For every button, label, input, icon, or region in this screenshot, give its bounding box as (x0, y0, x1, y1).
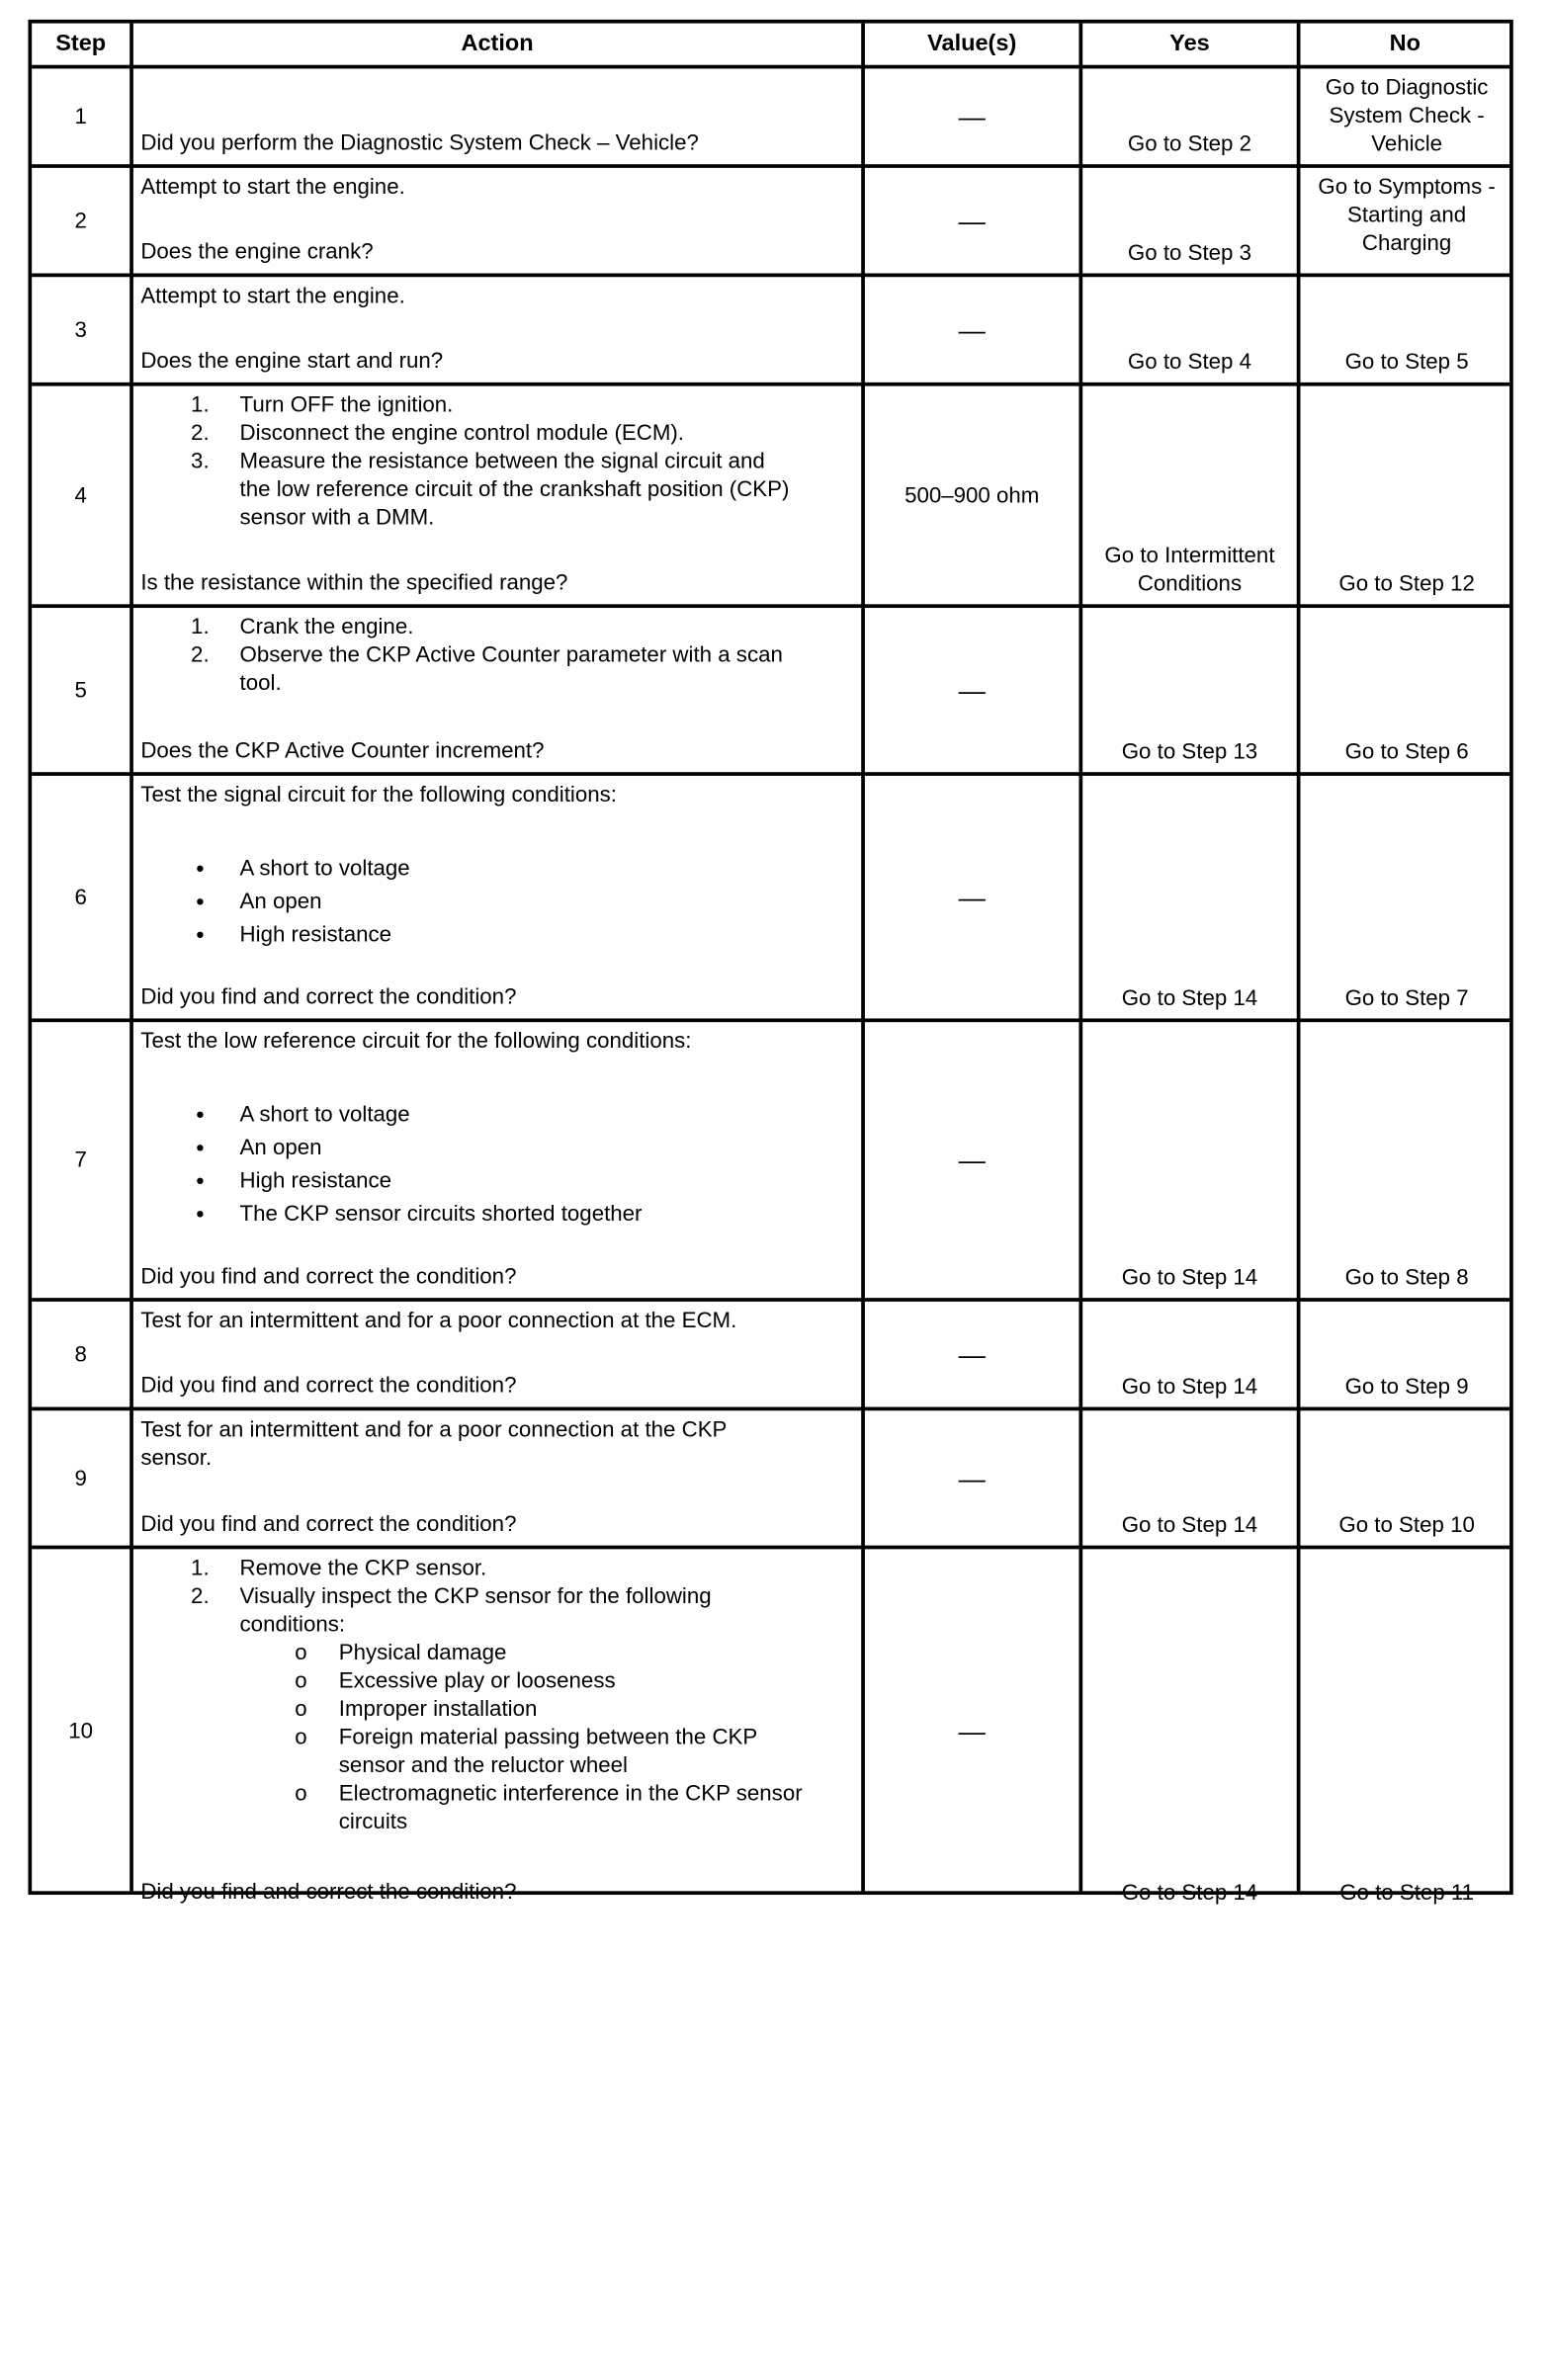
yes-link[interactable]: Go to Step 14 (1121, 1264, 1258, 1290)
no-link[interactable]: Go to Step 12 (1338, 570, 1475, 596)
step-marker: 2. (191, 420, 210, 446)
header-yes: Yes (1169, 31, 1210, 57)
step-number: 1 (74, 103, 87, 128)
value-cell: — (958, 314, 986, 346)
yes-link[interactable]: Go to Step 14 (1121, 984, 1258, 1010)
header-no: No (1389, 31, 1421, 57)
bullet-icon: ● (196, 1105, 205, 1123)
yes-link[interactable]: Go to Step 14 (1121, 1880, 1258, 1905)
sub-bullet-text: Electromagnetic interference in the CKP sensor (338, 1780, 803, 1806)
value-cell: — (958, 674, 986, 706)
bullet-item (140, 852, 853, 885)
yes-cell (1082, 1549, 1297, 1912)
action-instructions (140, 282, 853, 310)
yes-link[interactable]: Go to Step 3 (1127, 240, 1252, 265)
action-question: Does the engine start and run? (140, 348, 444, 373)
action-intro: Attempt to start the engine. (140, 174, 405, 199)
numbered-step-text: tool. (239, 670, 282, 696)
no-link[interactable]: System Check - (1329, 103, 1485, 128)
value-cell: — (958, 1338, 986, 1370)
step-number: 9 (74, 1465, 87, 1490)
action-cell (133, 1022, 861, 1298)
action-instructions (140, 613, 853, 698)
numbered-step-text: Crank the engine. (239, 614, 414, 639)
yes-link[interactable]: Conditions (1137, 570, 1243, 596)
sub-bullet-item (140, 1639, 853, 1667)
header-action: Action (461, 31, 534, 57)
bullet-item (140, 918, 853, 951)
action-intro: Test for an intermittent and for a poor connection at the ECM. (140, 1308, 737, 1332)
no-cell (1300, 1549, 1512, 1912)
action-question: Does the CKP Active Counter increment? (140, 737, 545, 763)
header-step: Step (55, 31, 107, 57)
sub-bullet-item (140, 1666, 853, 1695)
yes-cell (1082, 776, 1297, 1019)
action-cell (133, 386, 861, 605)
no-cell (1300, 1302, 1512, 1407)
numbered-step (140, 1610, 853, 1639)
bullet-item (140, 1164, 853, 1197)
sub-bullet-item (140, 1723, 853, 1751)
step-marker: 1. (191, 614, 210, 639)
sub-bullet-text: Physical damage (338, 1640, 507, 1664)
no-cell (1300, 608, 1512, 772)
action-cell (133, 168, 861, 274)
step-number: 6 (74, 884, 87, 909)
yes-cell (1082, 68, 1297, 164)
circle-bullet-icon: o (295, 1667, 307, 1693)
yes-link[interactable]: Go to Step 2 (1127, 130, 1252, 156)
yes-cell (1082, 386, 1297, 605)
yes-cell (1082, 1022, 1297, 1298)
value-cell: 500–900 ohm (904, 481, 1040, 507)
numbered-step-text: Measure the resistance between the signal circuit and (239, 448, 765, 473)
numbered-step (140, 391, 853, 420)
yes-cell (1082, 1302, 1297, 1407)
bullet-icon: ● (196, 859, 205, 877)
value-cell: — (958, 882, 986, 913)
yes-cell (1082, 608, 1297, 772)
action-intro-line: sensor. (140, 1444, 213, 1470)
action-question: Did you find and correct the condition? (140, 1510, 517, 1536)
action-intro: Test the signal circuit for the following conditions: (140, 782, 617, 807)
numbered-step-text: Remove the CKP sensor. (239, 1555, 487, 1580)
action-cell (133, 1410, 861, 1545)
numbered-step (140, 613, 853, 641)
circle-bullet-icon: o (295, 1724, 307, 1749)
action-question: Did you find and correct the condition? (140, 1263, 517, 1289)
no-link[interactable]: Starting and (1347, 202, 1467, 227)
numbered-step-text: Disconnect the engine control module (ECM). (239, 420, 684, 446)
diagnostic-table (28, 20, 1512, 1905)
no-link[interactable]: Go to Step 5 (1344, 349, 1469, 375)
action-question: Did you find and correct the condition? (140, 983, 517, 1009)
numbered-step (140, 475, 853, 504)
bullet-item (140, 885, 853, 917)
step-marker: 1. (191, 391, 210, 417)
no-link[interactable]: Go to Step 8 (1344, 1264, 1469, 1290)
no-link[interactable]: Go to Step 7 (1344, 984, 1469, 1010)
action-question: Did you find and correct the condition? (140, 1372, 517, 1398)
bullet-icon: ● (196, 925, 205, 943)
value-cell: — (958, 1716, 986, 1746)
action-question: Did you perform the Diagnostic System Check – Vehicle? (140, 129, 699, 155)
bullet-text: A short to voltage (239, 855, 410, 881)
no-link[interactable]: Go to Step 9 (1344, 1374, 1469, 1399)
step-number: 5 (74, 677, 87, 702)
numbered-step (140, 448, 853, 476)
no-cell (1300, 776, 1512, 1019)
action-question: Does the engine crank? (140, 238, 374, 264)
action-intro: Attempt to start the engine. (140, 283, 405, 308)
bullet-icon: ● (196, 1138, 205, 1156)
no-cell (1300, 277, 1512, 382)
no-link[interactable]: Go to Step 6 (1344, 738, 1469, 764)
step-number: 4 (74, 481, 87, 507)
action-cell (133, 277, 861, 382)
action-intro-line: Test for an intermittent and for a poor connection at the CKP (140, 1416, 728, 1442)
bullet-icon: ● (196, 1171, 205, 1189)
no-cell (1300, 168, 1512, 274)
bullet-icon: ● (196, 1204, 205, 1223)
action-question: Is the resistance within the specified range? (140, 569, 568, 595)
sub-bullet-item (140, 1695, 853, 1724)
no-cell (1300, 1022, 1512, 1298)
action-cell (133, 1549, 861, 1912)
bullet-text: The CKP sensor circuits shorted together (239, 1201, 643, 1226)
numbered-step (140, 504, 853, 533)
header-values: Value(s) (927, 31, 1017, 57)
bullet-item (140, 1197, 853, 1230)
no-cell (1300, 68, 1512, 164)
action-instructions (140, 1554, 853, 1835)
no-link[interactable]: Charging (1361, 230, 1452, 255)
step-number: 7 (74, 1147, 87, 1172)
numbered-step (140, 1582, 853, 1611)
action-instructions (140, 1307, 853, 1335)
action-instructions (140, 173, 853, 202)
step-number: 3 (74, 316, 87, 342)
numbered-step-text: sensor with a DMM. (239, 504, 435, 530)
no-link[interactable]: Go to Step 10 (1338, 1512, 1475, 1537)
step-number: 2 (74, 208, 87, 232)
bullet-item (140, 1098, 853, 1131)
sub-bullet-text: sensor and the reluctor wheel (338, 1752, 629, 1777)
bullet-text: High resistance (239, 921, 392, 947)
numbered-step-text: the low reference circuit of the crankshaft position (CKP) (239, 476, 790, 502)
bullet-text: A short to voltage (239, 1101, 410, 1127)
sub-bullet-item (140, 1751, 853, 1780)
bullet-icon: ● (196, 892, 205, 910)
value-cell: — (958, 101, 986, 132)
action-instructions (140, 1415, 853, 1472)
yes-link[interactable]: Go to Intermittent (1104, 543, 1275, 568)
action-instructions (140, 1027, 853, 1231)
step-marker: 2. (191, 1583, 210, 1608)
step-number: 8 (74, 1341, 87, 1366)
action-question: Did you find and correct the condition? (140, 1878, 517, 1904)
circle-bullet-icon: o (295, 1780, 307, 1806)
no-link[interactable]: Vehicle (1371, 130, 1443, 156)
sub-bullet-text: circuits (338, 1809, 408, 1834)
yes-cell (1082, 1410, 1297, 1545)
circle-bullet-icon: o (295, 1640, 307, 1664)
numbered-step-text: conditions: (239, 1611, 346, 1637)
action-instructions (140, 781, 853, 951)
step-number: 10 (68, 1718, 94, 1743)
numbered-step-text: Observe the CKP Active Counter parameter with a scan (239, 641, 783, 667)
numbered-step (140, 1554, 853, 1582)
bullet-text: An open (239, 889, 322, 913)
action-instructions (140, 391, 853, 533)
value-cell: — (958, 205, 986, 236)
sub-bullet-item (140, 1808, 853, 1836)
numbered-step (140, 641, 853, 670)
step-marker: 2. (191, 641, 210, 667)
circle-bullet-icon: o (295, 1696, 307, 1721)
yes-link[interactable]: Go to Step 13 (1121, 738, 1258, 764)
numbered-step (140, 419, 853, 448)
no-link[interactable]: Go to Step 11 (1339, 1880, 1475, 1905)
action-cell (133, 68, 861, 164)
no-cell (1300, 386, 1512, 605)
bullet-text: High resistance (239, 1167, 392, 1193)
numbered-step-text: Turn OFF the ignition. (239, 391, 454, 417)
yes-cell (1082, 168, 1297, 274)
sub-bullet-text: Foreign material passing between the CKP (338, 1724, 758, 1749)
no-link[interactable]: Go to Symptoms - (1318, 174, 1496, 199)
step-marker: 1. (191, 1555, 210, 1580)
yes-link[interactable]: Go to Step 14 (1121, 1512, 1258, 1537)
no-link[interactable]: Go to Diagnostic (1325, 74, 1489, 100)
step-marker: 3. (191, 448, 210, 473)
numbered-step-text: Visually inspect the CKP sensor for the following (239, 1583, 712, 1608)
value-cell: — (958, 1462, 986, 1493)
bullet-text: An open (239, 1135, 322, 1160)
value-cell: — (958, 1145, 986, 1176)
no-cell (1300, 1410, 1512, 1545)
numbered-step (140, 669, 853, 698)
sub-bullet-item (140, 1779, 853, 1808)
action-cell (133, 608, 861, 772)
sub-bullet-text: Improper installation (338, 1696, 538, 1721)
sub-bullet-text: Excessive play or looseness (338, 1667, 616, 1693)
bullet-item (140, 1132, 853, 1164)
yes-cell (1082, 277, 1297, 382)
yes-link[interactable]: Go to Step 14 (1121, 1374, 1258, 1399)
action-cell (133, 776, 861, 1019)
yes-link[interactable]: Go to Step 4 (1127, 349, 1252, 375)
action-intro: Test the low reference circuit for the following conditions: (140, 1028, 692, 1054)
action-cell (133, 1302, 861, 1407)
